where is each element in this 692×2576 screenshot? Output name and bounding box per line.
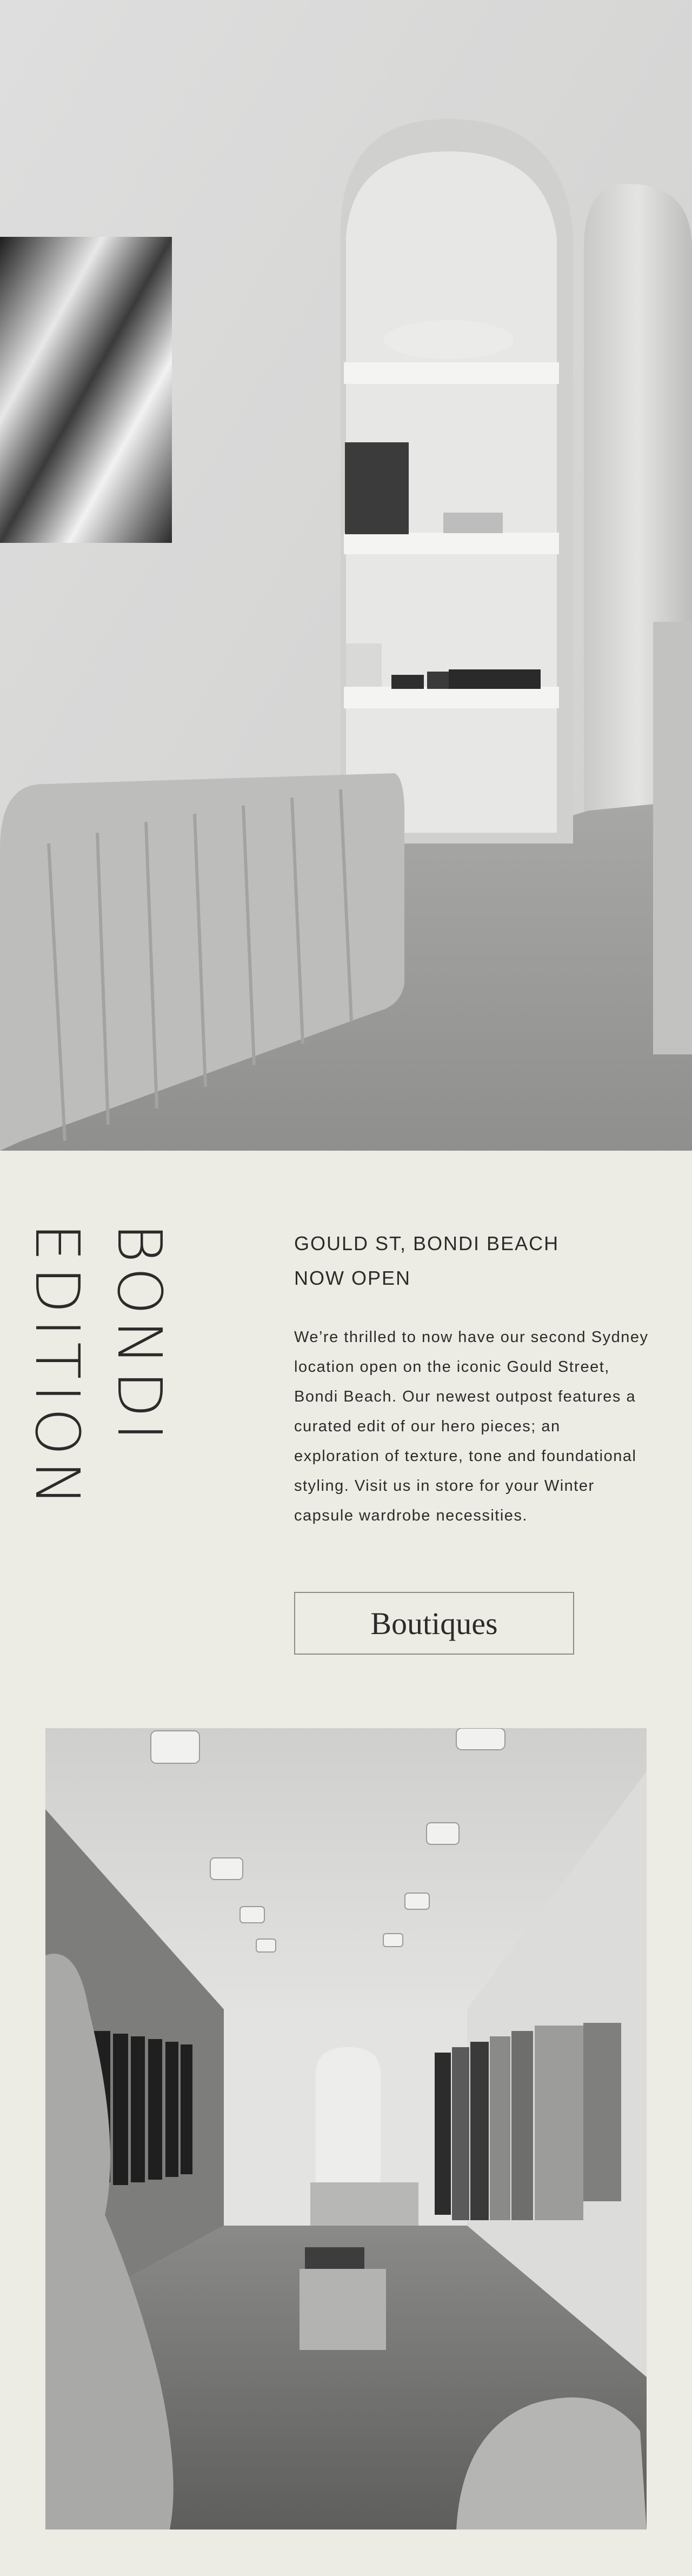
store-interior-image	[45, 1728, 647, 2529]
headline-line-2: NOW OPEN	[294, 1267, 411, 1289]
hero-illustration	[0, 0, 692, 1151]
title-line-1: BONDI	[104, 1223, 174, 1446]
hero-image	[0, 0, 692, 1151]
boutiques-button[interactable]: Boutiques	[294, 1592, 574, 1655]
body-copy: We’re thrilled to now have our second Sydney location open on the iconic Gould Street, Bondi Beach. Our newest outpost features a curated edit of our hero pieces; an exploration of texture, tone and foundational styling. Visit us in store for your Winter capsule wardrobe necessities.	[294, 1329, 649, 1524]
store-illustration	[45, 1728, 647, 2529]
headline	[294, 1226, 559, 1296]
headline-line-1: GOULD ST, BONDI BEACH	[294, 1232, 560, 1254]
title-line-2: EDITION	[22, 1223, 92, 1512]
